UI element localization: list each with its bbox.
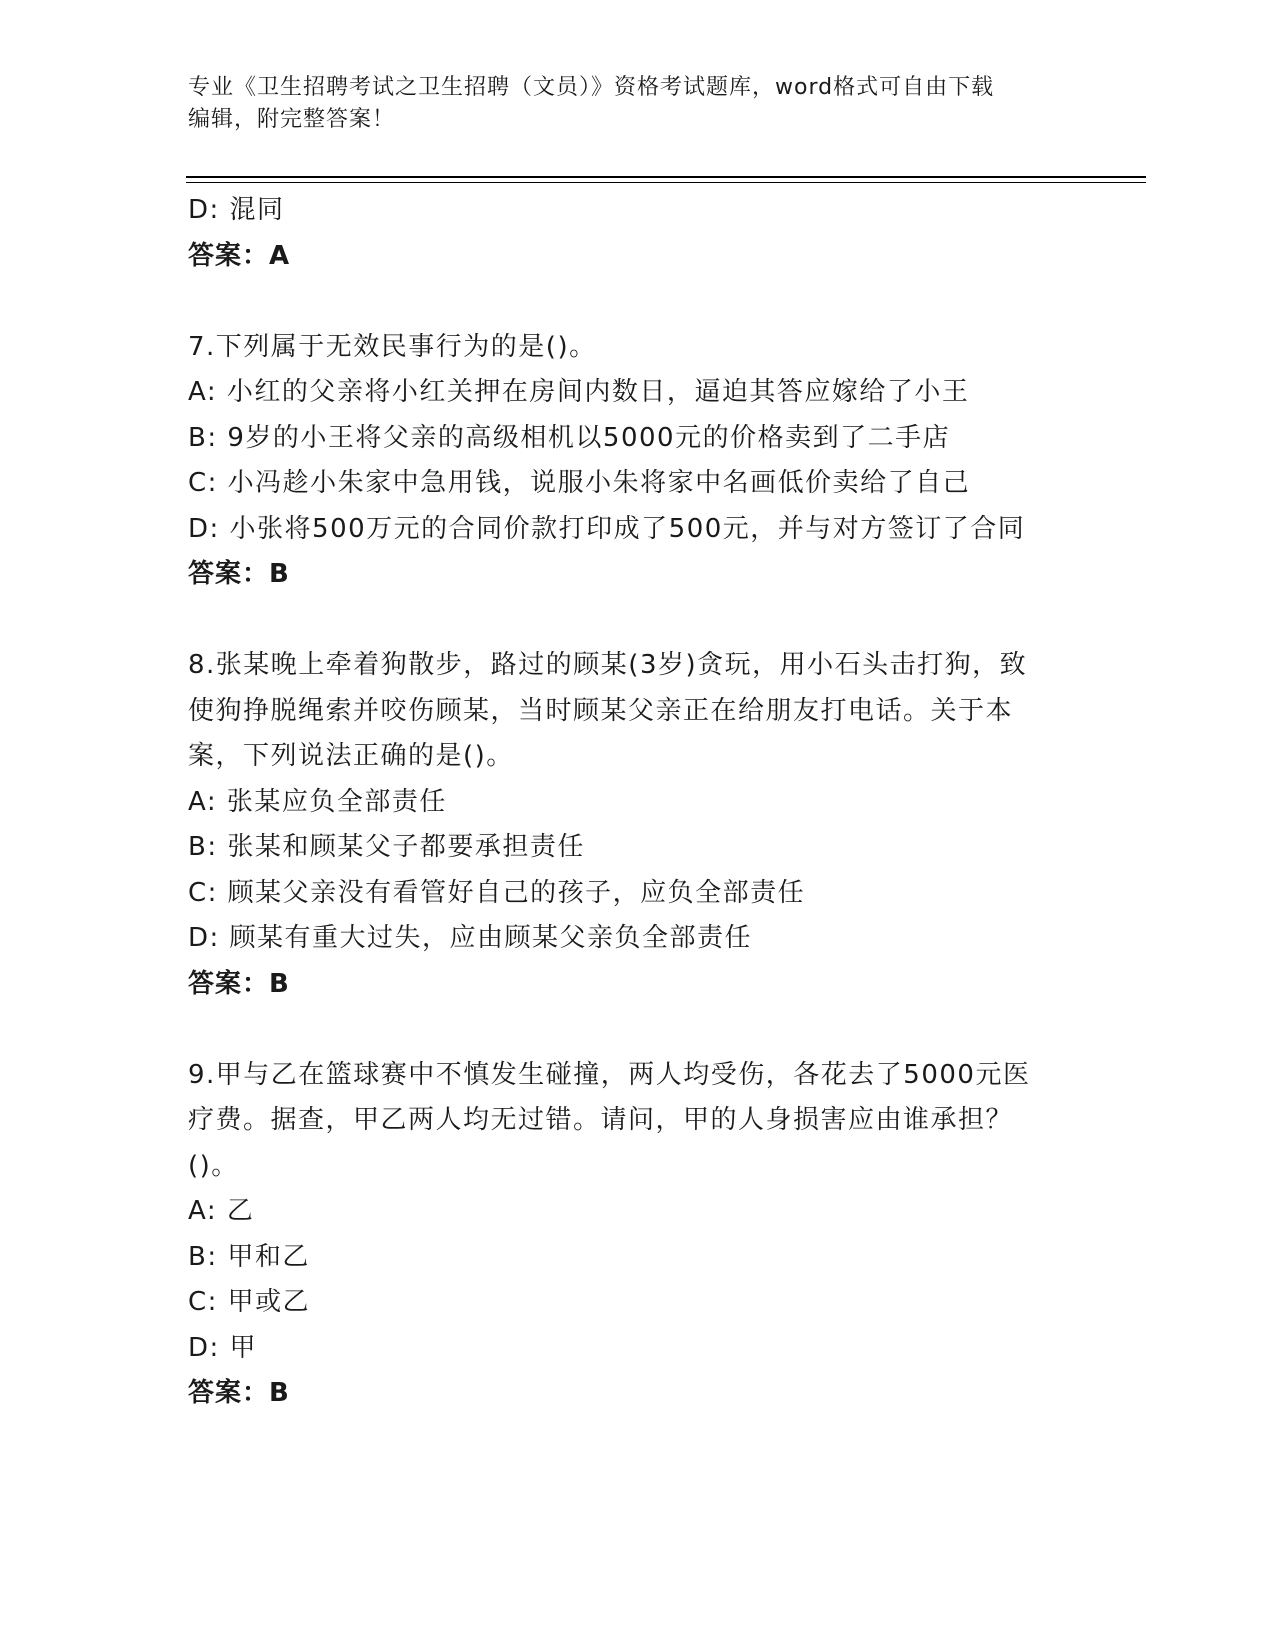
question-6-tail [188,188,1088,279]
spacer [188,598,1088,644]
q9-option-a: A: 乙 [188,1196,255,1226]
q8-option-b: B: 张某和顾某父子都要承担责任 [188,832,585,862]
spacer [188,1007,1088,1053]
header-divider-thin [186,182,1146,183]
q9-option-b: B: 甲和乙 [188,1241,310,1272]
q9-stem-line-2: 疗费。据查，甲乙两人均无过错。请问，甲的人身损害应由谁承担？ [188,1105,1014,1135]
q8-option-c: C: 顾某父亲没有看管好自己的孩子，应负全部责任 [188,877,806,908]
q7-option-c: C: 小冯趁小朱家中急用钱，说服小朱将家中名画低价卖给了自己 [188,468,971,498]
question-8 [188,643,1088,1007]
spacer [188,279,1088,325]
q7-stem: 7.下列属于无效民事行为的是()。 [188,331,597,362]
question-9 [188,1053,1088,1417]
q9-stem-line-3: ()。 [188,1150,239,1181]
header-divider-thick [186,176,1146,178]
q9-stem-line-1: 9.甲与乙在篮球赛中不慎发生碰撞，两人均受伤，各花去了5000元医 [188,1059,1031,1090]
q7-answer: 答案：B [188,559,290,589]
question-7 [188,325,1088,598]
q9-option-d: D: 甲 [188,1332,258,1363]
q6-option-d: D: 混同 [188,195,285,225]
q7-option-a: A: 小红的父亲将小红关押在房间内数日，逼迫其答应嫁给了小王 [188,377,970,407]
q8-option-a: A: 张某应负全部责任 [188,786,447,817]
q6-answer: 答案：A [188,240,291,271]
header-line-2: 编辑，附完整答案！ [188,107,396,132]
q9-option-c: C: 甲或乙 [188,1287,311,1317]
header-line-1: 专业《卫生招聘考试之卫生招聘（文员）》资格考试题库，word格式可自由下载 [188,75,995,100]
q7-option-b: B: 9岁的小王将父亲的高级相机以5000元的价格卖到了二手店 [188,422,951,453]
q8-stem-line-2: 使狗挣脱绳索并咬伤顾某，当时顾某父亲正在给朋友打电话。关于本 [188,695,1014,726]
q8-option-d: D: 顾某有重大过失，应由顾某父亲负全部责任 [188,923,753,953]
question-list [188,188,1088,1417]
document-header [188,72,1108,136]
q8-stem-line-3: 案，下列说法正确的是()。 [188,741,514,771]
q7-option-d: D: 小张将500万元的合同价款打印成了500元，并与对方签订了合同 [188,513,1026,544]
q9-answer: 答案：B [188,1378,290,1408]
q8-stem-line-1: 8.张某晚上牵着狗散步，路过的顾某(3岁)贪玩，用小石头击打狗，致 [188,650,1028,680]
q8-answer: 答案：B [188,968,290,999]
